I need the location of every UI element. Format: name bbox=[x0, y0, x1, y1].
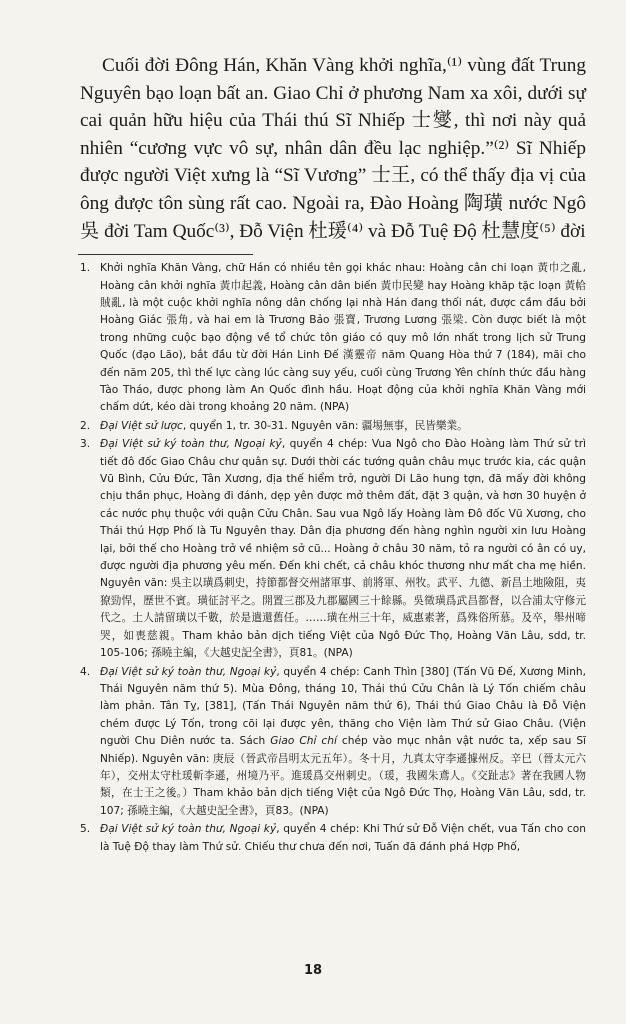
footnote-text: , quyển 4 chép: Khi Thứ sử Đỗ Viện chết, vua Tấn cho con là Tuệ Độ thay làm Thứ sử. Chiếu thư chưa đến nơi, Tuấn đã đánh phá Hợp Phố, bbox=[100, 823, 586, 853]
footnote-1 bbox=[80, 260, 586, 417]
page-body bbox=[80, 52, 586, 857]
footnote-number: 1. bbox=[80, 262, 91, 275]
main-paragraph: Cuối đời Đông Hán, Khăn Vàng khởi nghĩa,⁽¹⁾ vùng đất Trung Nguyên bạo loạn bất an. Giao Chỉ ở phương Nam xa xôi, dưới sự cai quản hữu hiệu của Thái thú Sĩ Nhiếp 士燮, thì nơi này quả nhiên “cương vực vô sự, nhân dân đều lạc nghiệp.”⁽²⁾ Sĩ Nhiếp được người Việt xưng là “Sĩ Vương” 士王, có thể thấy địa vị của ông được tôn sùng rất cao. Ngoài ra, Đào Hoàng 陶璜 nước Ngô 吳 đời Tam Quốc⁽³⁾, Đỗ Viện 杜瑗⁽⁴⁾ và Đỗ Tuệ Độ 杜慧度⁽⁵⁾ đời bbox=[80, 55, 586, 242]
footnote-title: Đại Việt sử ký toàn thư, Ngoại kỷ bbox=[100, 823, 277, 836]
footnote-title: Đại Việt sử ký toàn thư, Ngoại kỷ bbox=[100, 665, 277, 678]
footnote-title: Giao Chỉ chí bbox=[270, 735, 337, 748]
footnote-5 bbox=[80, 821, 586, 856]
footnote-number: 2. bbox=[80, 419, 91, 432]
footnotes-list bbox=[80, 260, 586, 856]
footnote-4 bbox=[80, 664, 586, 821]
footnote-text: Khởi nghĩa Khăn Vàng, chữ Hán có nhiều tên gọi khác nhau: Hoàng cân chi loạn 黃巾之亂, Hoàng cân khởi nghĩa 黃巾起義, Hoàng cân dân biến 黃巾民變 hay Hoàng khăp tặc loạn 黃帢賊亂, là một cuộc khởi nghĩa nông dân chống lại nhà Hán đang thối nát, được cầm đầu bởi Hoàng Giác 張角, và hai em là Trương Bảo 張寶, Trương Lương 張梁. Còn được biết là một trong những cuộc bạo động về tổ chức tôn giáo có quy mô lớn nhất trong lịch sử Trung Quốc (đạo Lão), bắt đầu từ đời Hán Linh Đế 漢靈帝 năm Quang Hòa thứ 7 (184), mãi cho đến năm 205, thì thế lực càng lúc càng suy yếu, cuối cùng Trương Yên chính thức đầu hàng Tào Tháo, được phong làm An Quốc đình hầu. Hoạt động của khởi nghĩa Khăn Vàng mới chấm dứt, kéo dài trong khoảng 20 năm. (NPA) bbox=[100, 262, 586, 414]
footnote-divider bbox=[78, 254, 253, 255]
footnote-2 bbox=[80, 418, 586, 435]
footnote-number: 4. bbox=[80, 665, 91, 678]
footnote-title: Đại Việt sử lược bbox=[100, 419, 183, 432]
footnote-3 bbox=[80, 436, 586, 662]
footnote-text: , quyển 1, tr. 30-31. Nguyên văn: 疆埸無事，民皆樂業。 bbox=[182, 419, 468, 432]
footnote-text: chép vào mục nhân vật nước ta, xếp sau Sĩ Nhiếp). Nguyên văn: 庚辰（晉武帝昌明太元五年）。冬十月，九真太守李遜據州反。辛巳（晉太元六年），交州太守杜瑗斬李遜，州境乃平。進瑗爲交州刺史。（瑗，我國朱鳶人。《交趾志》著在我國人物類，在士王之後。）Tham khảo bản dịch tiếng Việt của Ngô Đức Thọ, Hoàng Văn Lâu, sdd, tr. 107; 孫曉主編，《大越史記全書》，頁83。(NPA) bbox=[100, 735, 586, 817]
footnote-number: 3. bbox=[80, 438, 91, 451]
footnote-text: , quyển 4 chép: Vua Ngô cho Đào Hoàng làm Thứ sử trì tiết đô đốc Giao Châu chư quân sự. Dưới thời các tướng quân châu mục trước kia, các quận Vũ Bình, Cửu Đức, Tân Xương, địa thế hiểm trở, người Di Lão hung tợn, đã mấy đời không chịu thần phục, Hoàng đi đánh, dẹp yên được mở thêm đất, đặt 3 quận, và hơn 30 huyện ở các nước phụ thuộc với quận Cửu Chân. Sau vua Ngô lấy Hoàng làm Đô đốc Vũ Xương, cho Thái thú Hợp Phố là Tu Nguyên thay. Dân địa phương đến hàng nghìn người xin lưu Hoàng lại, bởi thế cho Hoàng trở về nhiệm sở cũ... Hoàng ở châu 30 năm, tỏ ra người có ân có uy, được người địa phương yêu mến. Đến khi chết, cả châu khóc thương như mất cha mẹ hiền. Nguyên văn: 吳主以璜爲刺史，持節都督交州諸軍事、前將軍、州牧。武平、九德、新昌土地險阻，夷獠勁悍，歷世不賓。璜征討平之。開置三郡及九郡屬國三十餘縣。吳徵璜爲武昌都督，以合浦太守修元代之。土人請留璜以千數，於是遣還舊任。……璜在州三十年，威惠素著，爲殊俗所慕。及卒，舉州啼哭，如喪慈親。Tham khảo bản dịch tiếng Việt của Ngô Đức Thọ, Hoàng Văn Lâu, sdd, tr. 105-106; 孫曉主編，《大越史記全書》，頁81。(NPA) bbox=[100, 438, 587, 660]
page-number: 18 bbox=[303, 963, 323, 978]
footnote-text: , quyển 4 chép: Canh Thìn [380] (Tấn Vũ Đế, Xương Minh, Thái Nguyên năm thứ 5). Mùa Đông, tháng 10, Thái thú Cửu Chân là Lý Tốn chiếm châu làm phản. Tân Tỵ, [381], (Tấn Thái Nguyên năm thứ 6), Thái thú Giao Châu là Đỗ Viện chém được Lý Tốn, trong cõi lại được yên, thăng cho Viện làm Thứ sử Giao Châu. (Viện người Chu Diên nước ta. Sách bbox=[100, 665, 586, 748]
footnote-number: 5. bbox=[80, 823, 91, 836]
footnote-title: Đại Việt sử ký toàn thư, Ngoại kỷ bbox=[100, 438, 282, 451]
